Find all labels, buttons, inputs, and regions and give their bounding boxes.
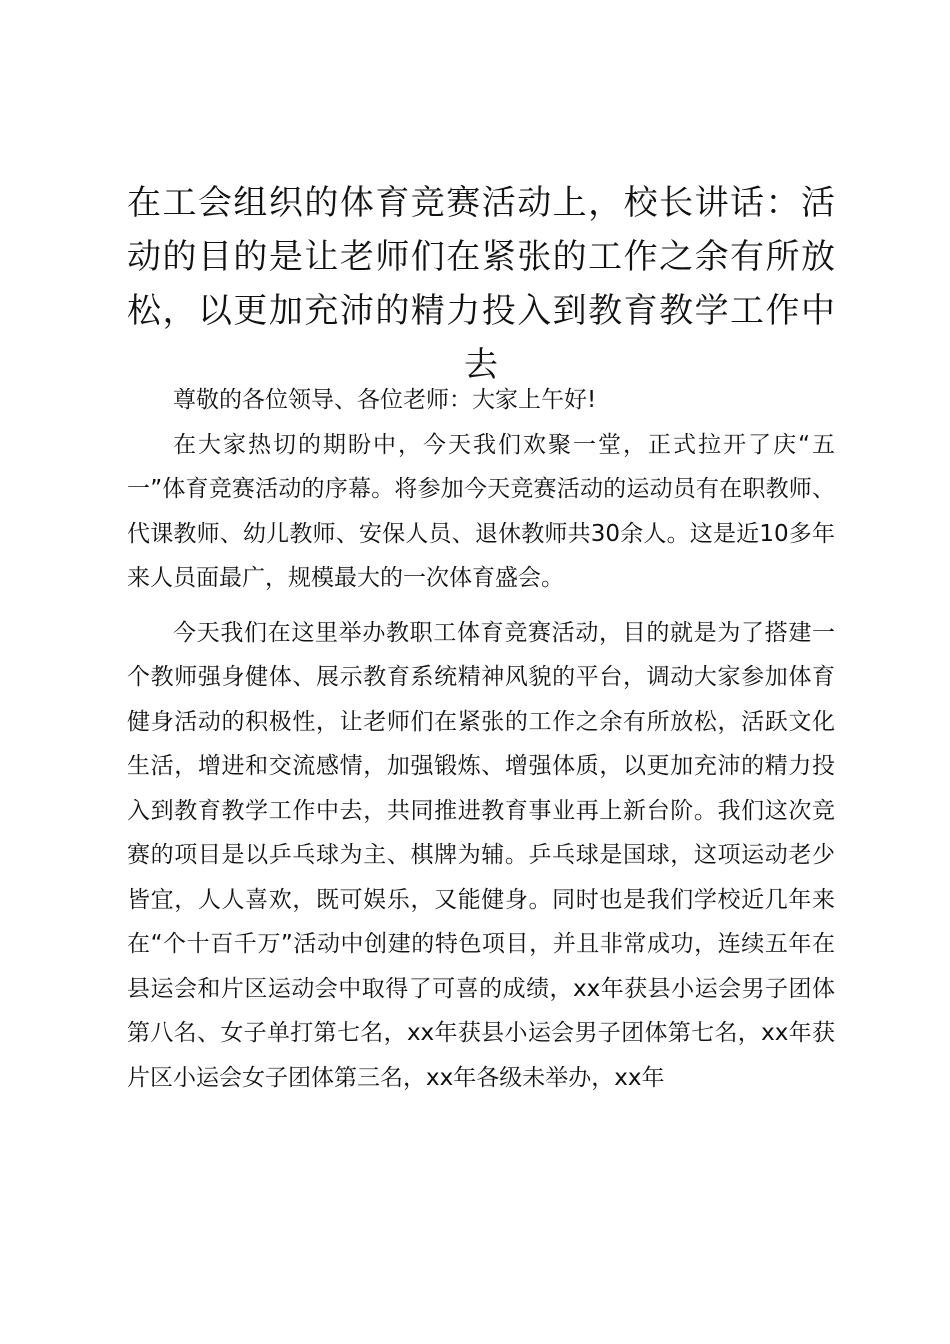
paragraph-purpose: 今天我们在这里举办教职工体育竞赛活动，目的就是为了搭建一个教师强身健体、展示教育系统精神风貌的平台，调动大家参加体育健身活动的积极性，让老师们在紧张的工作之余有所放松，活跃文化生活，增进和交流感情，加强锻炼、增强体质，以更加充沛的精力投入到教育教学工作中去，共同推进教育事业再上新台阶。我们这次竞赛的项目是以乒乓球为主、棋牌为辅。乒乓球是国球，这项运动老少皆宜，人人喜欢，既可娱乐，又能健身。同时也是我们学校近几年来在“个十百千万”活动中创建的特色项目，并且非常成功，连续五年在县运会和片区运动会中取得了可喜的成绩，xx年获县小运会男子团体第八名、女子单打第七名，xx年获县小运会男子团体第七名，xx年获片区小运会女子团体第三名，xx年各级未举办，xx年	[127, 619, 835, 1091]
document-body	[127, 378, 835, 1100]
paragraph-greeting: 尊敬的各位领导、各位老师：大家上午好!	[173, 387, 597, 413]
paragraph-opening: 在大家热切的期盼中，今天我们欢聚一堂，正式拉开了庆“五一”体育竞赛活动的序幕。将参加今天竞赛活动的运动员有在职教师、代课教师、幼儿教师、安保人员、退休教师共30余人。这是近10多年来人员面最广，规模最大的一次体育盛会。	[127, 431, 835, 591]
document-title: 在工会组织的体育竞赛活动上，校长讲话：活动的目的是让老师们在紧张的工作之余有所放松，以更加充沛的精力投入到教育教学工作中去	[127, 183, 835, 385]
